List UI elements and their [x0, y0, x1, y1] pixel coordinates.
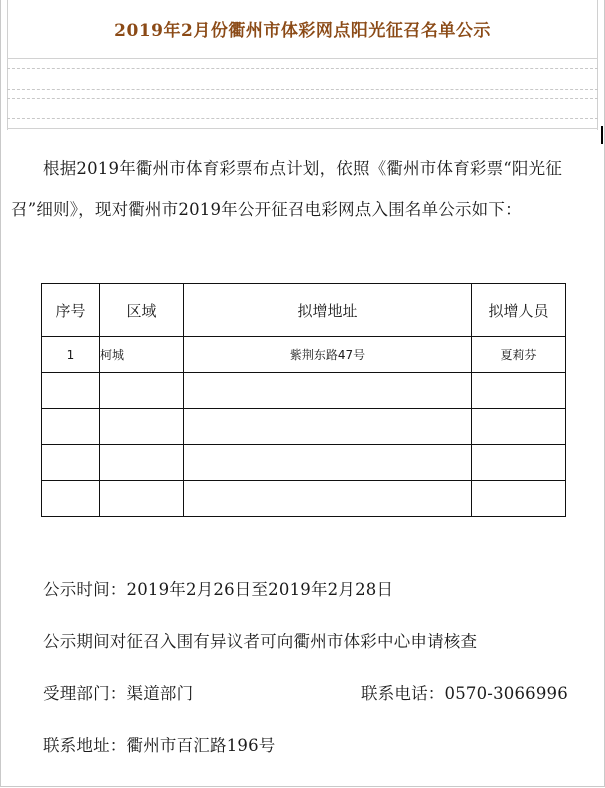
intro-paragraph: 根据2019年衢州市体育彩票布点计划，依照《衢州市体育彩票“阳光征召”细则》，现对衢州市2019年公开征召电彩网点入围名单公示如下： — [11, 159, 563, 219]
cell-area — [100, 445, 184, 481]
table-row — [42, 337, 566, 373]
header-area: 区域 — [100, 284, 184, 337]
cell-address: 紫荆东路47号 — [184, 337, 472, 373]
empty-line-guide — [7, 98, 598, 99]
objection-note: 公示期间对征召入围有异议者可向衢州市体彩中心申请核查 — [43, 632, 478, 651]
header-person: 拟增人员 — [472, 284, 566, 337]
empty-line-guide — [7, 89, 598, 90]
table-row — [42, 445, 566, 481]
table-header-row — [42, 284, 566, 337]
header-address: 拟增地址 — [184, 284, 472, 337]
candidate-table — [41, 283, 566, 517]
table-row — [42, 481, 566, 517]
header-divider — [7, 128, 598, 129]
contact-address: 联系地址：衢州市百汇路196号 — [43, 736, 276, 755]
cell-person: 夏莉芬 — [472, 337, 566, 373]
contact-phone: 联系电话：0570-3066996 — [361, 684, 568, 703]
cell-address — [184, 481, 472, 517]
department: 受理部门：渠道部门 — [43, 684, 194, 703]
cell-person — [472, 373, 566, 409]
header-seq: 序号 — [42, 284, 100, 337]
publicity-period: 公示时间：2019年2月26日至2019年2月28日 — [43, 580, 394, 599]
cell-seq — [42, 481, 100, 517]
document-title: 2019年2月份衢州市体彩网点阳光征召名单公示 — [114, 21, 491, 41]
cell-seq — [42, 445, 100, 481]
cell-address — [184, 373, 472, 409]
cell-address — [184, 409, 472, 445]
margin-guide-left — [7, 0, 8, 130]
cell-person — [472, 445, 566, 481]
cell-seq — [42, 373, 100, 409]
cell-person — [472, 481, 566, 517]
empty-line-guide — [7, 68, 598, 69]
table-row — [42, 373, 566, 409]
title-divider — [7, 58, 598, 59]
cell-address — [184, 445, 472, 481]
cell-person — [472, 409, 566, 445]
cell-area — [100, 409, 184, 445]
empty-line-guide — [7, 118, 598, 119]
text-cursor — [601, 126, 603, 144]
cell-seq — [42, 409, 100, 445]
table-row — [42, 409, 566, 445]
cell-area — [100, 373, 184, 409]
cell-area — [100, 481, 184, 517]
cell-area: 柯城 — [100, 337, 184, 373]
cell-seq: 1 — [42, 337, 100, 373]
margin-guide-right — [597, 0, 598, 130]
